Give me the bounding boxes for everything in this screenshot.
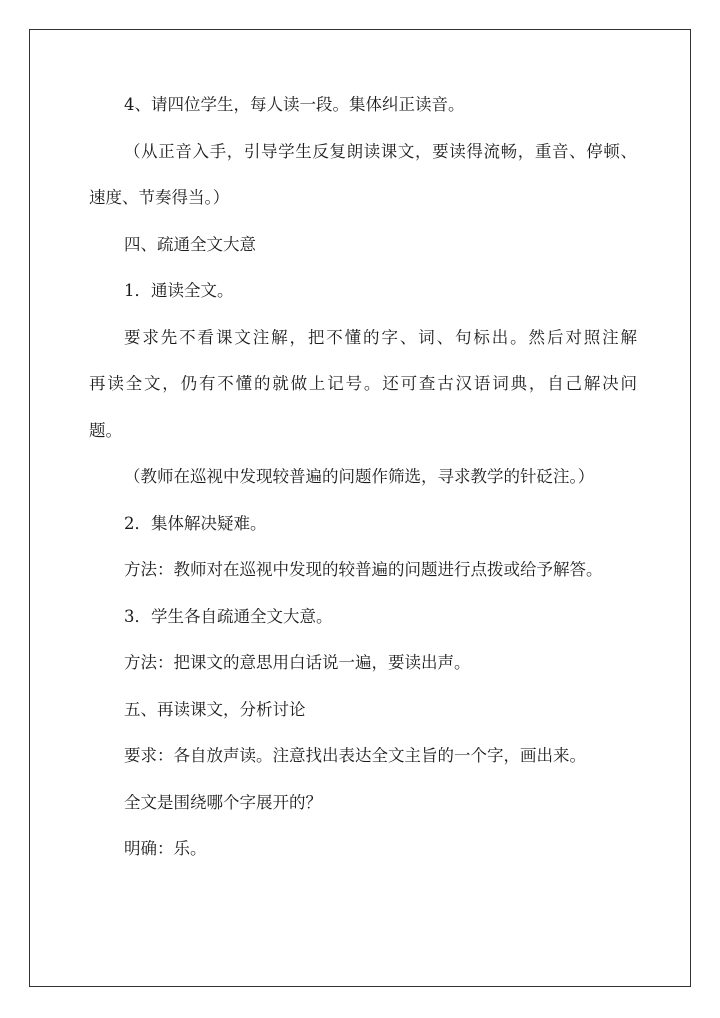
section-heading-4: 四、疏通全文大意 <box>124 234 256 254</box>
paragraph-method-2: 方法：教师对在巡视中发现的较普遍的问题进行点拨或给予解答。 <box>124 560 603 579</box>
paragraph-answer: 明确：乐。 <box>124 839 207 858</box>
document-body <box>89 95 637 886</box>
paragraph-requirements-line-2: 再读全文，仍有不懂的就做上记号。还可查古汉语词典，自己解决问 <box>89 374 637 393</box>
paragraph-reading-practice: 4、请四位学生，每人读一段。集体纠正读音。 <box>124 95 465 114</box>
paragraph-requirement-reading: 要求：各自放声读。注意找出表达全文主旨的一个字，画出来。 <box>124 746 586 765</box>
paragraph-teacher-note: （教师在巡视中发现较普遍的问题作筛选，寻求教学的针砭注。） <box>124 467 595 486</box>
step-2-heading: 2．集体解决疑难。 <box>124 513 267 533</box>
paragraph-question: 全文是围绕哪个字展开的？ <box>124 792 322 812</box>
step-3-heading: 3．学生各自疏通全文大意。 <box>124 606 333 626</box>
paragraph-pronunciation-note-line-2: 速度、节奏得当。） <box>89 188 230 207</box>
paragraph-requirements-line-1: 要求先不看课文注解，把不懂的字、词、句标出。然后对照注解 <box>124 327 637 347</box>
paragraph-method-3: 方法：把课文的意思用白话说一遍，要读出声。 <box>124 653 471 672</box>
section-heading-5: 五、再读课文，分析讨论 <box>124 699 306 719</box>
paragraph-pronunciation-note-line-1: （从正音入手，引导学生反复朗读课文，要读得流畅，重音、停顿、 <box>124 141 637 161</box>
step-1-heading: 1．通读全文。 <box>124 281 234 300</box>
paragraph-requirements-line-3: 题。 <box>89 420 122 440</box>
